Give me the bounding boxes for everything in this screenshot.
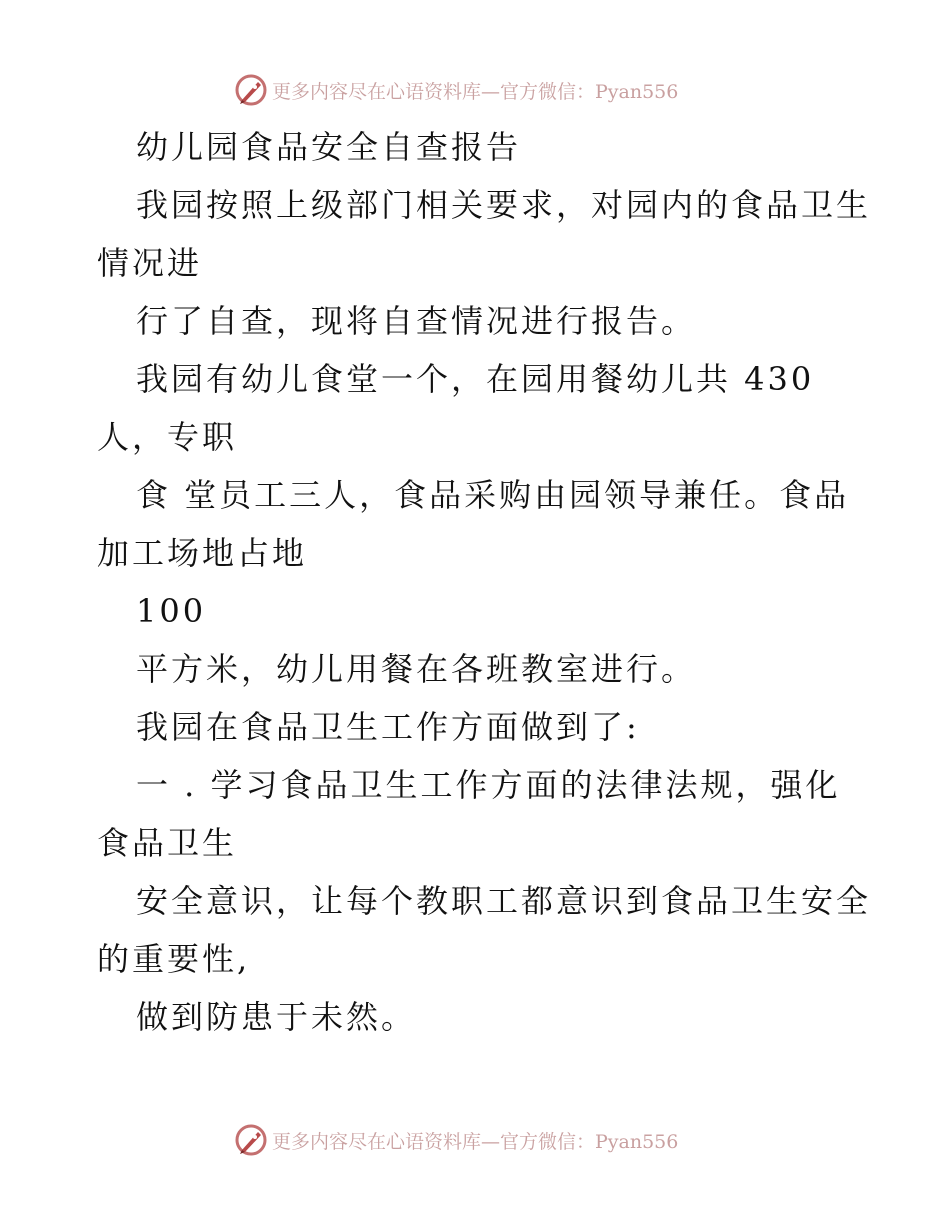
watermark-text: 更多内容尽在心语资料库—官方微信：Pyan556 bbox=[272, 80, 679, 103]
text-line: 我园在食品卫生工作方面做到了: bbox=[136, 708, 640, 746]
text-line: 平方米，幼儿用餐在各班教室进行。 bbox=[136, 650, 697, 688]
text-line: 食品卫生 bbox=[97, 824, 238, 862]
pen-logo-icon bbox=[234, 1123, 268, 1157]
text-line: 人，专职 bbox=[97, 418, 238, 456]
header-watermark-banner bbox=[234, 72, 714, 108]
pen-logo-icon bbox=[234, 73, 268, 107]
text-line: 加工场地占地 bbox=[97, 534, 308, 572]
text-line: 行了自查，现将自查情况进行报告。 bbox=[136, 302, 697, 340]
text-line: 100 bbox=[136, 592, 207, 630]
watermark-text: 更多内容尽在心语资料库—官方微信：Pyan556 bbox=[272, 1130, 679, 1153]
document-body bbox=[97, 118, 877, 1046]
text-line: 我园有幼儿食堂一个，在园用餐幼儿共 430 bbox=[136, 360, 815, 398]
footer-watermark-banner bbox=[234, 1122, 714, 1158]
text-line: 我园按照上级部门相关要求，对园内的食品卫生 bbox=[136, 186, 872, 224]
text-line: 的重要性, bbox=[97, 940, 251, 978]
text-line: 情况进 bbox=[97, 244, 203, 282]
text-line: 一 . 学习食品卫生工作方面的法律法规，强化 bbox=[136, 766, 841, 804]
document-title: 幼儿园食品安全自查报告 bbox=[136, 128, 522, 166]
text-line: 食 堂员工三人，食品采购由园领导兼任。食品 bbox=[136, 476, 850, 514]
text-line: 做到防患于未然。 bbox=[136, 998, 417, 1036]
text-line: 安全意识，让每个教职工都意识到食品卫生安全 bbox=[136, 882, 872, 920]
